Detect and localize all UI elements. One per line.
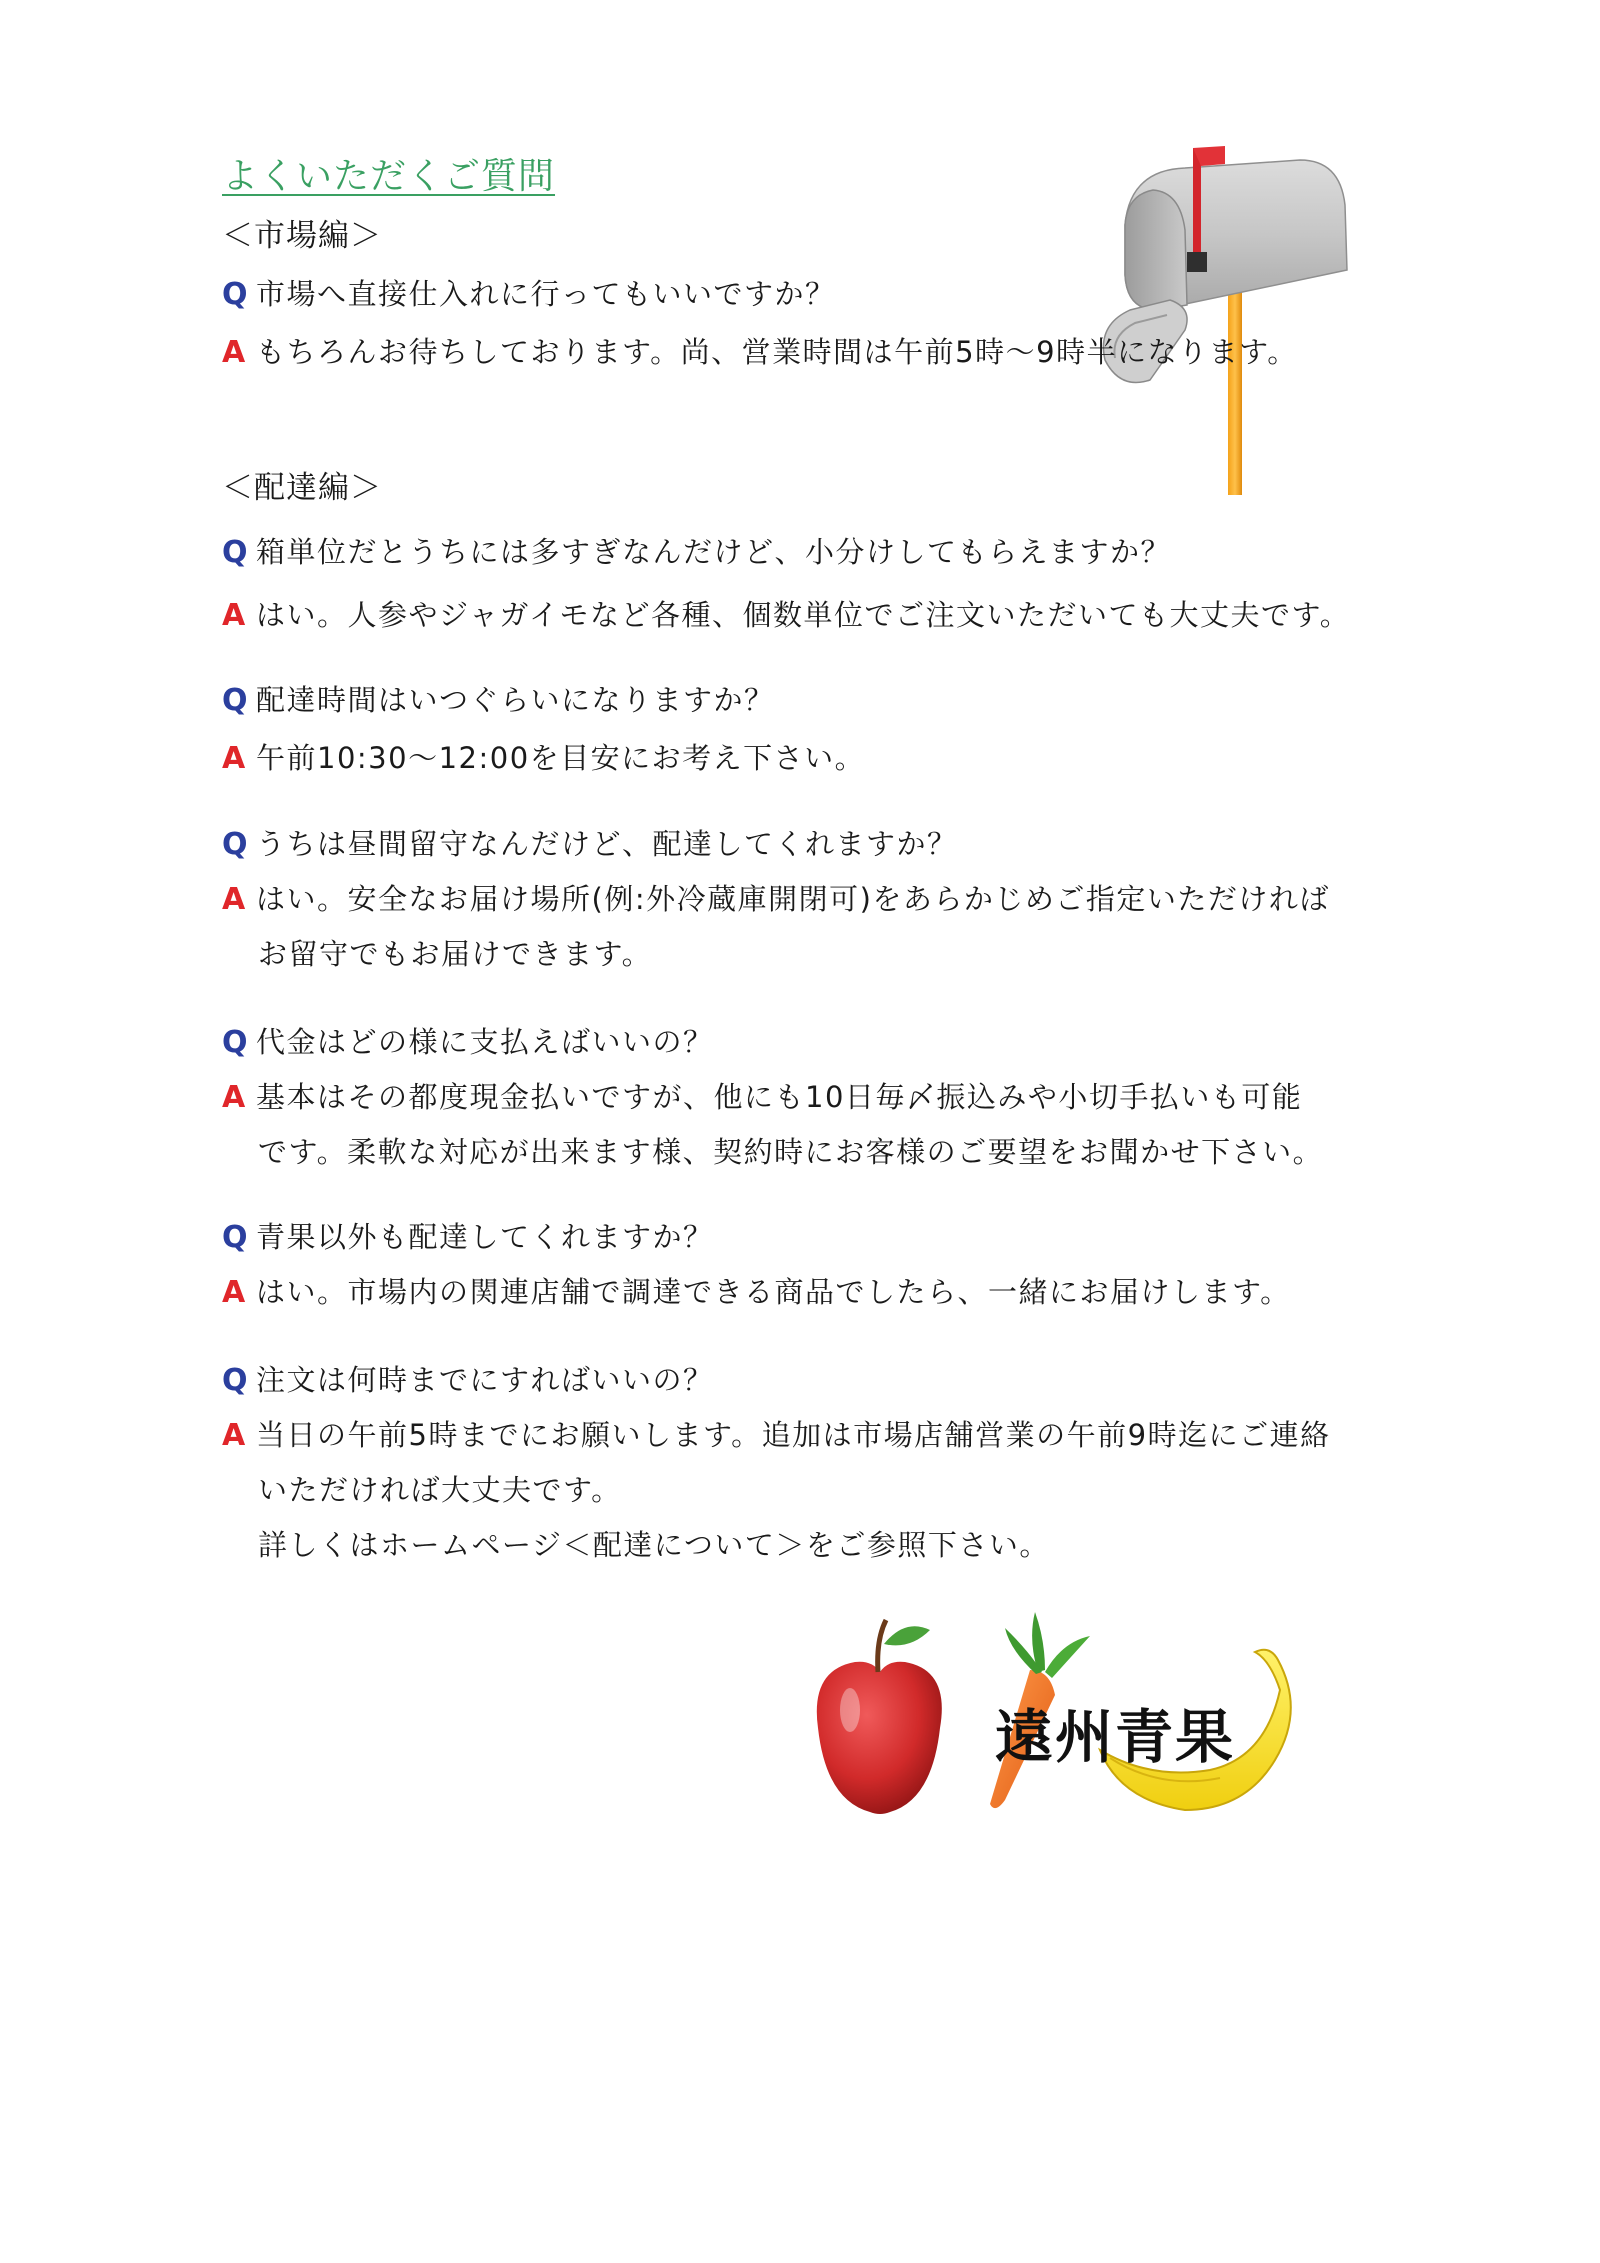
faq-answer xyxy=(222,1075,1302,1116)
faq-answer xyxy=(222,1413,1331,1454)
question-text: 市場へ直接仕入れに行ってもいいですか？ xyxy=(256,277,836,311)
faq-question xyxy=(222,530,1171,571)
answer-continuation: いただければ大丈夫です。 xyxy=(258,1473,622,1507)
a-marker: A xyxy=(222,598,247,633)
faq-answer xyxy=(222,736,865,777)
answer-continuation: です。柔軟な対応が出来ます様、契約時にお客様のご要望をお聞かせ下さい。 xyxy=(258,1135,1324,1169)
section-market: ＜市場編＞ xyxy=(222,218,382,254)
faq-answer xyxy=(222,330,1298,371)
faq-question xyxy=(222,272,836,313)
answer-text: はい。市場内の関連店舗で調達できる商品でしたら、一緒にお届けします。 xyxy=(256,1275,1291,1309)
q-marker: Q xyxy=(222,683,250,718)
question-text: 箱単位だとうちには多すぎなんだけど、小分けしてもらえますか？ xyxy=(256,535,1172,569)
a-marker: A xyxy=(222,741,247,776)
a-marker: A xyxy=(222,882,247,917)
q-marker: Q xyxy=(222,1220,250,1255)
faq-answer xyxy=(222,877,1330,918)
mailbox-illustration xyxy=(1075,140,1365,500)
answer-continuation: 詳しくはホームページ＜配達について＞をご参照下さい。 xyxy=(258,1528,1050,1562)
answer-text: もちろんお待ちしております。尚、営業時間は午前5時～9時半になります。 xyxy=(256,335,1298,369)
answer-text: 午前10:30～12:00を目安にお考え下さい。 xyxy=(256,741,866,775)
q-marker: Q xyxy=(222,1025,250,1060)
answer-text: 当日の午前5時までにお願いします。追加は市場店舗営業の午前9時迄にご連絡 xyxy=(256,1418,1331,1452)
q-marker: Q xyxy=(222,827,250,862)
faq-question xyxy=(222,822,958,863)
a-marker: A xyxy=(222,1275,247,1310)
a-marker: A xyxy=(222,1080,247,1115)
question-text: うちは昼間留守なんだけど、配達してくれますか？ xyxy=(256,827,958,861)
faq-question xyxy=(222,1215,714,1256)
faq-answer xyxy=(222,1270,1291,1311)
q-marker: Q xyxy=(222,277,250,312)
question-text: 代金はどの様に支払えばいいの？ xyxy=(256,1025,714,1059)
a-marker: A xyxy=(222,335,247,370)
a-marker: A xyxy=(222,1418,247,1453)
page-title: よくいただくご質問 xyxy=(222,156,556,197)
faq-answer xyxy=(222,593,1350,634)
faq-question xyxy=(222,678,775,719)
q-marker: Q xyxy=(222,1363,250,1398)
question-text: 青果以外も配達してくれますか？ xyxy=(256,1220,714,1254)
answer-continuation: お留守でもお届けできます。 xyxy=(258,937,653,971)
section-delivery: ＜配達編＞ xyxy=(222,470,382,506)
q-marker: Q xyxy=(222,535,250,570)
question-text: 配達時間はいつぐらいになりますか？ xyxy=(256,683,775,717)
faq-question xyxy=(222,1020,714,1061)
question-text: 注文は何時までにすればいいの？ xyxy=(256,1363,714,1397)
company-logo-text: 遠州青果 xyxy=(995,1703,1236,1771)
apple-icon xyxy=(817,1620,942,1814)
answer-text: はい。安全なお届け場所(例:外冷蔵庫開閉可)をあらかじめご指定いただければ xyxy=(256,882,1330,916)
answer-text: はい。人参やジャガイモなど各種、個数単位でご注文いただいても大丈夫です。 xyxy=(256,598,1351,632)
faq-question xyxy=(222,1358,714,1399)
answer-text: 基本はその都度現金払いですが、他にも10日毎〆振込みや小切手払いも可能 xyxy=(256,1080,1303,1114)
